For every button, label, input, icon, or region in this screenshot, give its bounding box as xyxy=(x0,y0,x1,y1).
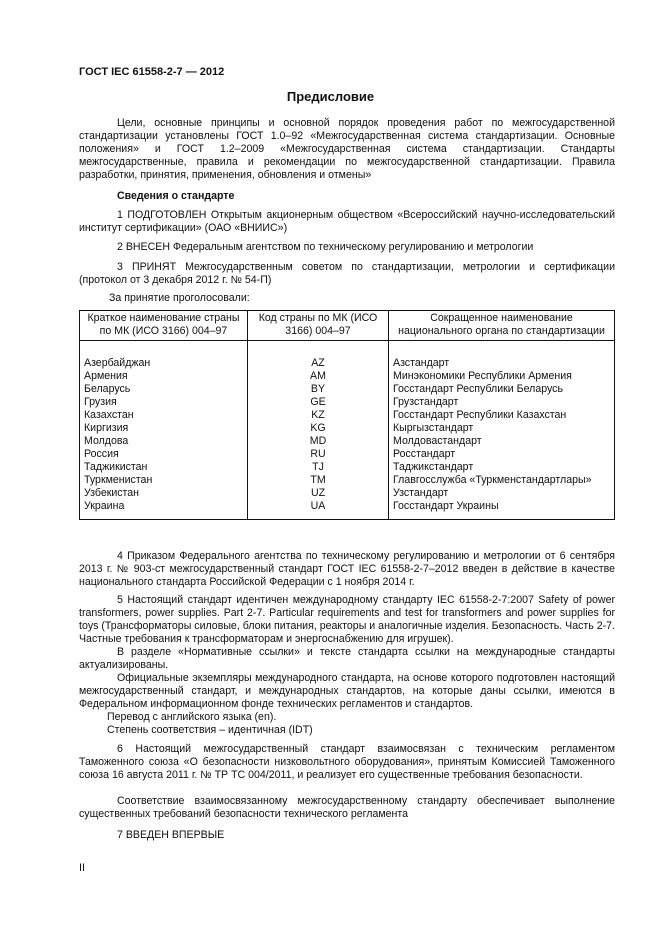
table-row xyxy=(80,435,615,448)
column-header-body: Сокращенное наименование национального органа по стандартизации xyxy=(389,311,615,341)
table-row xyxy=(80,396,615,409)
code-cell: AM xyxy=(248,370,389,383)
code-cell: AZ xyxy=(248,341,389,371)
country-cell: Украина xyxy=(80,500,248,520)
item-1-paragraph: 1 ПОДГОТОВЛЕН Открытым акционерным обществом «Всероссийский научно-исследовательский институт сертификации» (ОАО «ВНИИС») xyxy=(79,209,615,234)
body-cell: Минэкономики Республики Армения xyxy=(389,370,615,383)
info-heading: Сведения о стандарте xyxy=(117,190,235,202)
country-cell: Туркменистан xyxy=(80,474,248,487)
intro-paragraph: Цели, основные принципы и основной порядок проведения работ по межгосударственной стандартизации установлены ГОСТ 1.0–92 «Межгосударственная система стандартизации. Основные положения» и ГОСТ 1.2–2009 «Межгосударственная система стандартизации. Стандарты межгосударственные, правила и рекомендации по межгосударственной стандартизации. Правила разработки, принятия, применения, обновления и отмены» xyxy=(79,117,615,181)
code-cell: RU xyxy=(248,448,389,461)
item-5-references: В разделе «Нормативные ссылки» и тексте стандарта ссылки на международные стандарты актуализированы. xyxy=(79,646,615,671)
body-cell: Грузстандарт xyxy=(389,396,615,409)
body-cell: Госстандарт Украины xyxy=(389,500,615,520)
table-row xyxy=(80,341,615,371)
table-row xyxy=(80,370,615,383)
item-6-conformity: Соответствие взаимосвязанному межгосударственному стандарту обеспечивает выполнение существенных требований безопасности технического регламента xyxy=(79,795,615,820)
table-row xyxy=(80,487,615,500)
item-5-translation: Перевод с английского языка (en). xyxy=(107,711,277,723)
vote-label: За принятие проголосовали: xyxy=(109,292,250,304)
body-cell: Госстандарт Республики Казахстан xyxy=(389,409,615,422)
item-3-paragraph: 3 ПРИНЯТ Межгосударственным советом по стандартизации, метрологии и сертификации (протокол от 3 декабря 2012 г. № 54-П) xyxy=(79,261,615,286)
table-row xyxy=(80,409,615,422)
page-number: II xyxy=(79,862,86,874)
item-7-paragraph: 7 ВВЕДЕН ВПЕРВЫЕ xyxy=(117,829,225,841)
column-header-code: Код страны по МК (ИСО 3166) 004–97 xyxy=(248,311,389,341)
country-cell: Россия xyxy=(80,448,248,461)
item-2-paragraph: 2 ВНЕСЕН Федеральным агентством по техническому регулированию и метрологии xyxy=(117,241,534,253)
code-cell: GE xyxy=(248,396,389,409)
code-cell: TJ xyxy=(248,461,389,474)
country-cell: Таджикистан xyxy=(80,461,248,474)
code-cell: TM xyxy=(248,474,389,487)
item-5-official-copies: Официальные экземпляры международного стандарта, на основе которого подготовлен настоящий межгосударственный стандарт, и международных стандартов, на которые даны ссылки, имеются в Федеральном информационном фонде технических регламентов и стандартов. xyxy=(79,672,615,710)
item-4-paragraph: 4 Приказом Федерального агентства по техническому регулированию и метрологии от 6 сентября 2013 г. № 903-ст межгосударственный стандарт ГОСТ IEC 61558-2-7–2012 введен в действие в качестве национального стандарта Российской Федерации с 1 ноября 2014 г. xyxy=(79,550,615,588)
table-row xyxy=(80,500,615,520)
table-row xyxy=(80,448,615,461)
country-cell: Армения xyxy=(80,370,248,383)
country-cell: Узбекистан xyxy=(80,487,248,500)
table-row xyxy=(80,461,615,474)
body-cell: Азстандарт xyxy=(389,341,615,371)
column-header-country: Краткое наименование страны по МК (ИСО 3166) 004–97 xyxy=(80,311,248,341)
page-title: Предисловие xyxy=(286,89,375,104)
country-cell: Казахстан xyxy=(80,409,248,422)
code-cell: UZ xyxy=(248,487,389,500)
country-cell: Грузия xyxy=(80,396,248,409)
document-header: ГОСТ IEC 61558-2-7 — 2012 xyxy=(79,66,225,78)
item-5-degree: Степень соответствия – идентичная (IDT) xyxy=(107,724,313,736)
body-cell: Таджикстандарт xyxy=(389,461,615,474)
code-cell: KG xyxy=(248,422,389,435)
table-row xyxy=(80,422,615,435)
member-states-table xyxy=(79,310,615,520)
body-cell: Узстандарт xyxy=(389,487,615,500)
table-row xyxy=(80,383,615,396)
code-cell: BY xyxy=(248,383,389,396)
table-row xyxy=(80,474,615,487)
body-cell: Молдовастандарт xyxy=(389,435,615,448)
body-cell: Кыргызстандарт xyxy=(389,422,615,435)
body-cell: Госстандарт Республики Беларусь xyxy=(389,383,615,396)
table-header-row xyxy=(80,311,615,341)
item-6-paragraph: 6 Настоящий межгосударственный стандарт взаимосвязан с техническим регламентом Таможенного союза «О безопасности низковольтного оборудования», принятым Комиссией Таможенного союза 16 августа 2011 г. № ТР ТС 004/2011, и реализует его существенные требования безопасности. xyxy=(79,743,615,781)
code-cell: UA xyxy=(248,500,389,520)
item-5-paragraph: 5 Настоящий стандарт идентичен международному стандарту IEC 61558-2-7:2007 Safety of power transformers, power supplies. Part 2-7. Particular requirements and test for transformers and power supplies for toys (Трансформаторы силовые, блоки питания, реакторы и аналогичные изделия. Безопасность. Часть 2-7. Частные требования к трансформаторам и энергоснабжению для игрушек). xyxy=(79,594,615,645)
country-cell: Азербайджан xyxy=(80,341,248,371)
code-cell: MD xyxy=(248,435,389,448)
country-cell: Беларусь xyxy=(80,383,248,396)
country-cell: Киргизия xyxy=(80,422,248,435)
body-cell: Росстандарт xyxy=(389,448,615,461)
code-cell: KZ xyxy=(248,409,389,422)
body-cell: Главгосслужба «Туркменстандартлары» xyxy=(389,474,615,487)
country-cell: Молдова xyxy=(80,435,248,448)
